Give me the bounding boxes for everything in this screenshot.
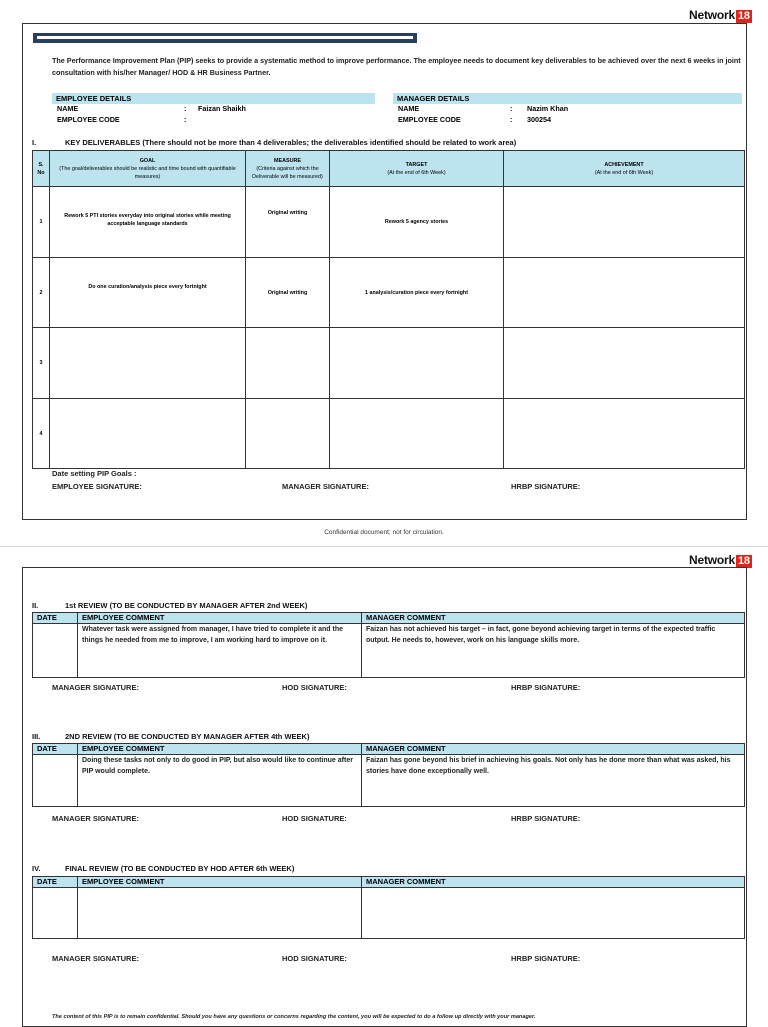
review-1-table bbox=[32, 612, 745, 678]
employee-comment[interactable]: Whatever task were assigned from manager, I have tried to complete it and the things he needed from me to improve, I am working hard to improve on it. bbox=[78, 624, 362, 678]
review-header-row bbox=[33, 877, 745, 888]
form-title-bar bbox=[33, 33, 417, 43]
manager-signature-label: MANAGER SIGNATURE: bbox=[52, 683, 139, 692]
hrbp-signature-label: HRBP SIGNATURE: bbox=[511, 814, 581, 823]
col-date: DATE bbox=[33, 877, 78, 888]
manager-code-colon: : bbox=[510, 115, 513, 124]
section-1-number: I. bbox=[32, 138, 37, 147]
row-sno: 1 bbox=[33, 187, 50, 258]
manager-name-value: Nazim Khan bbox=[527, 104, 569, 113]
col-date: DATE bbox=[33, 613, 78, 624]
manager-comment[interactable]: Faizan has gone beyond his brief in achieving his goals. Not only has he done more than what was asked, his stories have done exceptionally well. bbox=[362, 755, 745, 807]
row-measure[interactable] bbox=[246, 399, 330, 469]
review-1-number: II. bbox=[32, 601, 39, 610]
row-goal[interactable]: Rework 5 PTI stories everyday into original stories while meeting acceptable language standards bbox=[50, 187, 246, 258]
employee-name-label: NAME bbox=[57, 104, 79, 113]
measure-subheader: (Criteria against which the Deliverable will be measured) bbox=[252, 165, 323, 180]
manager-code-value: 300254 bbox=[527, 115, 551, 124]
col-manager-comment: MANAGER COMMENT bbox=[362, 744, 745, 755]
col-measure bbox=[246, 151, 330, 187]
achievement-subheader: (At the end of 6th Week) bbox=[594, 169, 654, 176]
hrbp-signature-label: HRBP SIGNATURE: bbox=[511, 482, 581, 491]
hod-signature-label: HOD SIGNATURE: bbox=[282, 814, 347, 823]
review-date[interactable] bbox=[33, 755, 78, 807]
row-achievement[interactable] bbox=[504, 258, 745, 328]
col-date: DATE bbox=[33, 744, 78, 755]
col-manager-comment: MANAGER COMMENT bbox=[362, 613, 745, 624]
goal-subheader: (The goal/deliverables should be realistic and time bound with quantifiable measures) bbox=[59, 165, 236, 180]
manager-signature-label: MANAGER SIGNATURE: bbox=[52, 954, 139, 963]
employee-code-label: EMPLOYEE CODE bbox=[57, 115, 120, 124]
key-deliverables-table bbox=[32, 150, 745, 469]
manager-comment[interactable]: Faizan has not achieved his target – in fact, gone beyond achieving target in terms of the expected traffic output. He needs to, however, work on his language skills more. bbox=[362, 624, 745, 678]
col-sno: S. No bbox=[33, 151, 50, 187]
col-achievement bbox=[504, 151, 745, 187]
kd-header-row bbox=[33, 151, 745, 187]
review-1-title: 1st REVIEW (TO BE CONDUCTED BY MANAGER AFTER 2nd WEEK) bbox=[65, 601, 308, 610]
row-target[interactable]: Rework 5 agency stories bbox=[330, 187, 504, 258]
manager-details-header: MANAGER DETAILS bbox=[393, 93, 742, 104]
network18-logo bbox=[689, 553, 752, 568]
row-goal[interactable] bbox=[50, 399, 246, 469]
col-target bbox=[330, 151, 504, 187]
row-target[interactable]: 1 analysis/curation piece every fortnight bbox=[330, 258, 504, 328]
row-sno: 2 bbox=[33, 258, 50, 328]
table-row bbox=[33, 258, 745, 328]
col-employee-comment: EMPLOYEE COMMENT bbox=[78, 613, 362, 624]
hrbp-signature-label: HRBP SIGNATURE: bbox=[511, 954, 581, 963]
row-sno: 3 bbox=[33, 328, 50, 399]
row-measure[interactable]: Original writing bbox=[246, 258, 330, 328]
manager-name-colon: : bbox=[510, 104, 513, 113]
row-target[interactable] bbox=[330, 399, 504, 469]
logo-badge: 18 bbox=[737, 10, 750, 22]
review-3-title: FINAL REVIEW (TO BE CONDUCTED BY HOD AFTER 6th WEEK) bbox=[65, 864, 295, 873]
employee-comment[interactable] bbox=[78, 888, 362, 939]
review-2-title: 2ND REVIEW (TO BE CONDUCTED BY MANAGER AFTER 4th WEEK) bbox=[65, 732, 310, 741]
employee-comment[interactable]: Doing these tasks not only to do good in PIP, but also would like to continue after PIP would complete. bbox=[78, 755, 362, 807]
manager-name-label: NAME bbox=[398, 104, 420, 113]
review-header-row bbox=[33, 613, 745, 624]
measure-header: MEASURE bbox=[274, 157, 301, 164]
confidential-footer: Confidential document; not for circulation. bbox=[324, 529, 444, 536]
achievement-header: ACHIEVEMENT bbox=[604, 161, 644, 168]
manager-code-label: EMPLOYEE CODE bbox=[398, 115, 461, 124]
table-row bbox=[33, 624, 745, 678]
employee-code-colon: : bbox=[184, 115, 187, 124]
table-row bbox=[33, 328, 745, 399]
table-row bbox=[33, 755, 745, 807]
hod-signature-label: HOD SIGNATURE: bbox=[282, 954, 347, 963]
employee-name-colon: : bbox=[184, 104, 187, 113]
row-target[interactable] bbox=[330, 328, 504, 399]
row-goal[interactable]: Do one curation/analysis piece every fortnight bbox=[50, 258, 246, 328]
section-1-title: KEY DELIVERABLES (There should not be more than 4 deliverables; the deliverables identified should be related to work area) bbox=[65, 138, 517, 147]
date-setting-label: Date setting PIP Goals : bbox=[52, 469, 137, 478]
row-sno: 4 bbox=[33, 399, 50, 469]
intro-text: The Performance Improvement Plan (PIP) seeks to provide a systematic method to improve performance. The employee needs to document key deliverables to be achieved over the next 6 weeks in joint consultation with his/her Manager/ HOD & HR Business Partner. bbox=[52, 56, 741, 77]
row-measure[interactable]: Original writing bbox=[246, 187, 330, 258]
review-2-number: III. bbox=[32, 732, 41, 741]
manager-signature-label: MANAGER SIGNATURE: bbox=[282, 482, 369, 491]
hod-signature-label: HOD SIGNATURE: bbox=[282, 683, 347, 692]
review-2-table bbox=[32, 743, 745, 807]
employee-signature-label: EMPLOYEE SIGNATURE: bbox=[52, 482, 142, 491]
table-row bbox=[33, 399, 745, 469]
network18-logo bbox=[689, 8, 752, 23]
table-row bbox=[33, 187, 745, 258]
employee-details-header: EMPLOYEE DETAILS bbox=[52, 93, 375, 104]
employee-name-value: Faizan Shaikh bbox=[198, 104, 246, 113]
page-separator bbox=[0, 546, 768, 547]
logo-text: Network bbox=[689, 553, 735, 567]
goal-header: GOAL bbox=[139, 157, 156, 164]
target-subheader: (At the end of 6th Week) bbox=[387, 169, 446, 176]
col-goal bbox=[50, 151, 246, 187]
logo-text: Network bbox=[689, 8, 735, 22]
row-goal[interactable] bbox=[50, 328, 246, 399]
col-employee-comment: EMPLOYEE COMMENT bbox=[78, 744, 362, 755]
row-achievement[interactable] bbox=[504, 328, 745, 399]
manager-comment[interactable] bbox=[362, 888, 745, 939]
manager-signature-label: MANAGER SIGNATURE: bbox=[52, 814, 139, 823]
hrbp-signature-label: HRBP SIGNATURE: bbox=[511, 683, 581, 692]
review-header-row bbox=[33, 744, 745, 755]
review-date[interactable] bbox=[33, 888, 78, 939]
confidentiality-note: The content of this PIP is to remain confidential. Should you have any questions or concerns regarding the content, you will be expected to do a follow up directly with your manager. bbox=[52, 1014, 536, 1020]
logo-badge: 18 bbox=[737, 555, 750, 567]
row-achievement[interactable] bbox=[504, 187, 745, 258]
col-manager-comment: MANAGER COMMENT bbox=[362, 877, 745, 888]
table-row bbox=[33, 888, 745, 939]
target-header: TARGET bbox=[405, 161, 428, 168]
review-3-number: IV. bbox=[32, 864, 41, 873]
row-achievement[interactable] bbox=[504, 399, 745, 469]
review-date[interactable] bbox=[33, 624, 78, 678]
review-3-table bbox=[32, 876, 745, 939]
col-employee-comment: EMPLOYEE COMMENT bbox=[78, 877, 362, 888]
row-measure[interactable] bbox=[246, 328, 330, 399]
